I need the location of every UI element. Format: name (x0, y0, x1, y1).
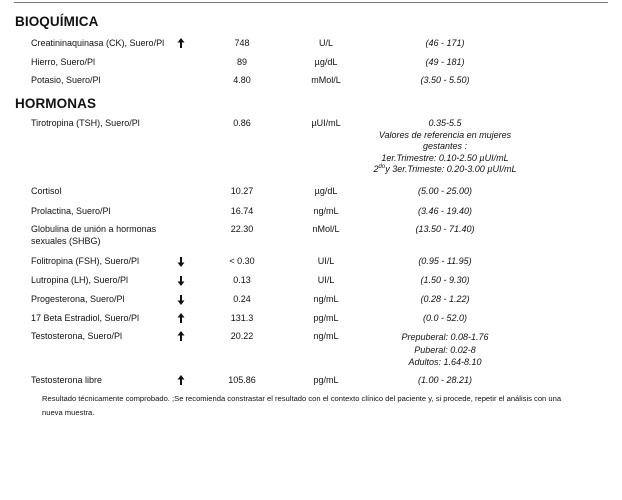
test-reference: (0.95 - 11.95) (418, 256, 472, 266)
reference-line (350, 164, 540, 176)
test-unit: pg/mL (313, 313, 339, 323)
test-unit: nMol/L (312, 224, 340, 234)
test-unit: mMol/L (311, 75, 341, 85)
reference-line: 1er.Trimestre: 0.10-2.50 µUI/mL (381, 152, 509, 163)
test-name: 17 Beta Estradiol, Suero/Pl (31, 313, 140, 323)
test-reference: (1.00 - 28.21) (417, 375, 473, 385)
reference-line: gestantes : (422, 141, 468, 151)
test-name: Cortisol (31, 186, 62, 196)
test-value: 131.3 (230, 313, 254, 323)
test-value: 0.24 (233, 294, 251, 304)
test-reference: (46 - 171) (425, 38, 465, 48)
top-divider (14, 2, 608, 3)
reference-line-suffix: y 3er.Trimeste: 0.20-3.00 µUI/mL (385, 164, 517, 174)
test-reference: (49 - 181) (425, 57, 465, 67)
test-reference: (3.50 - 5.50) (420, 75, 470, 85)
test-name: Lutropina (LH), Suero/Pl (31, 275, 129, 285)
test-name: Hierro, Suero/Pl (31, 57, 96, 67)
test-name: Testosterona libre (31, 375, 103, 385)
flag-up-icon (176, 313, 186, 328)
test-name: Testosterona, Suero/Pl (31, 331, 123, 341)
report-footnote: Resultado técnicamente comprobado. ;Se recomienda constrastar el resultado con el contexto clínico del paciente y, si procede, repetir el análisis con una nueva muestra. (42, 394, 562, 417)
test-value: 20.22 (230, 331, 254, 341)
test-reference: (5.00 - 25.00) (417, 186, 473, 196)
test-name: Progesterona, Suero/Pl (31, 294, 125, 304)
reference-line: Adultos: 1.64-8.10 (408, 357, 482, 367)
test-reference: (0.28 - 1.22) (420, 294, 470, 304)
reference-line-superscript: do (378, 164, 386, 170)
test-value: 0.13 (233, 275, 251, 285)
reference-line: Puberal: 0.02-8 (414, 344, 476, 355)
reference-line: Prepuberal: 0.08-1.76 (401, 332, 489, 342)
section-title-hormonas: HORMONAS (15, 96, 97, 111)
test-unit: pg/mL (313, 375, 339, 385)
flag-up-icon (176, 38, 186, 53)
flag-down-icon (176, 294, 186, 309)
test-name: Folitropina (FSH), Suero/Pl (31, 256, 140, 266)
flag-up-icon (176, 375, 186, 390)
test-reference: (1.50 - 9.30) (420, 275, 470, 285)
test-reference: (3.46 - 19.40) (417, 206, 473, 216)
test-name: Prolactina, Suero/Pl (31, 206, 111, 216)
test-reference (350, 118, 540, 176)
flag-down-icon (176, 256, 186, 271)
test-unit: ng/mL (313, 206, 339, 216)
test-reference: (13.50 - 71.40) (415, 224, 475, 234)
test-value: 22.30 (230, 224, 254, 234)
test-value: < 0.30 (229, 256, 255, 266)
section-title-bioquimica: BIOQUÍMICA (15, 14, 99, 29)
reference-line: 0.35-5.5 (428, 118, 462, 128)
test-name: Creatininaquinasa (CK), Suero/Pl (31, 38, 165, 48)
test-unit: ng/mL (313, 294, 339, 304)
test-unit: U/L (318, 38, 333, 48)
test-value: 89 (236, 57, 247, 67)
test-reference: (0.0 - 52.0) (422, 313, 468, 323)
reference-line-prefix: 2 (373, 164, 379, 174)
test-reference (350, 331, 540, 369)
reference-line: Valores de referencia en mujeres (378, 129, 512, 140)
test-unit: µg/dL (314, 186, 338, 196)
test-name: Potasio, Suero/Pl (31, 75, 101, 85)
test-name: Tirotropina (TSH), Suero/Pl (31, 118, 140, 128)
flag-down-icon (176, 275, 186, 290)
test-unit: UI/L (317, 275, 335, 285)
test-value: 105.86 (228, 375, 256, 385)
test-unit: UI/L (317, 256, 335, 266)
test-value: 10.27 (230, 186, 254, 196)
test-value: 748 (234, 38, 250, 48)
test-unit: ng/mL (313, 331, 339, 341)
test-value: 0.86 (233, 118, 251, 128)
test-name: Globulina de unión a hormonas sexuales (SHBG) (31, 224, 157, 246)
flag-up-icon (176, 331, 186, 346)
test-value: 4.80 (233, 75, 251, 85)
test-unit: µg/dL (314, 57, 338, 67)
test-value: 16.74 (230, 206, 254, 216)
test-unit: µUI/mL (311, 118, 341, 128)
